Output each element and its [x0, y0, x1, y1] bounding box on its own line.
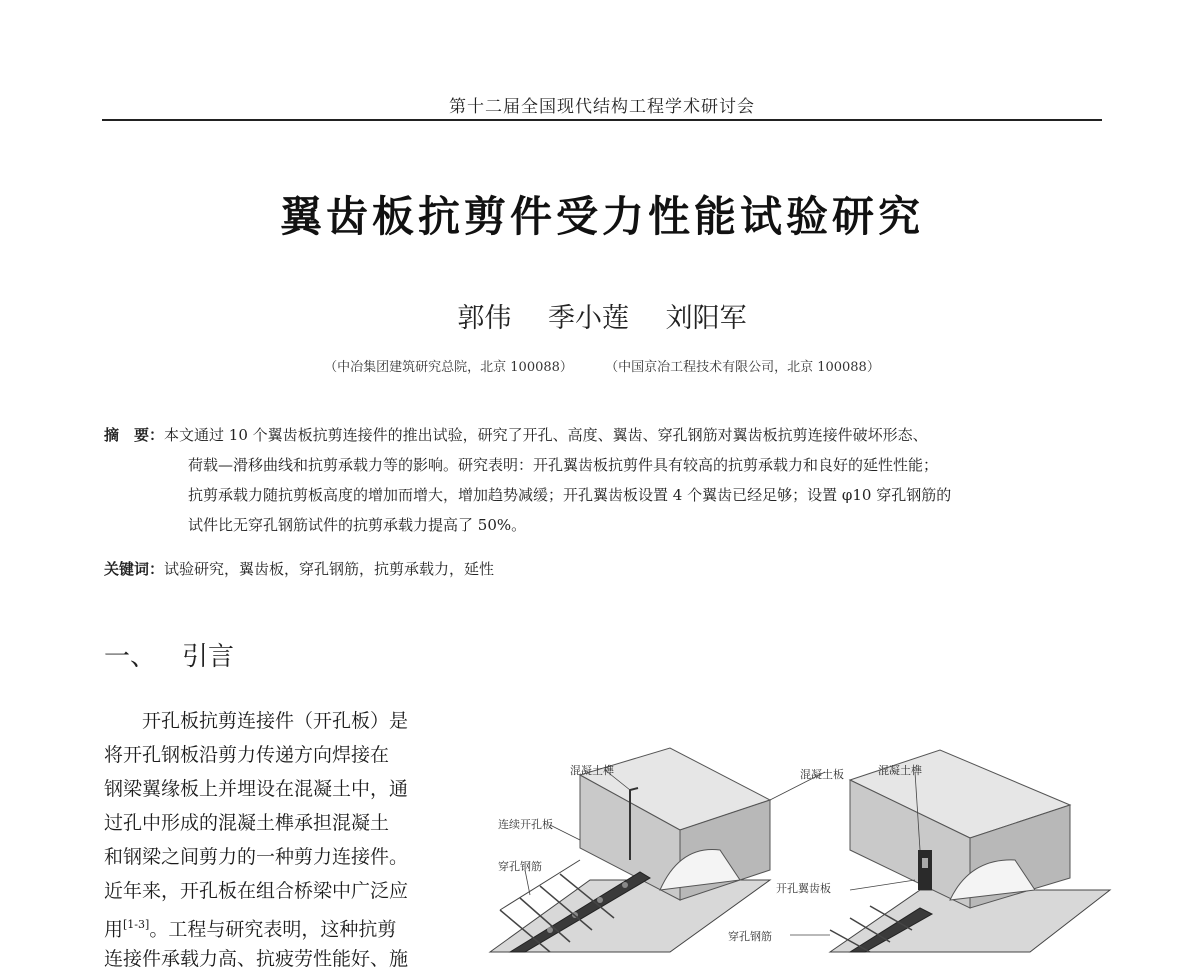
keywords-text: 试验研究，翼齿板，穿孔钢筋，抗剪承载力，延性 [164, 560, 495, 578]
keywords [104, 558, 494, 579]
paper-title: 翼齿板抗剪件受力性能试验研究 [279, 192, 924, 241]
plate-hole [597, 897, 603, 903]
plate-tooth-hole [922, 858, 928, 868]
author-list [102, 296, 1102, 335]
author: 郭伟 [457, 303, 512, 334]
abstract-line: 本文通过 10 个翼齿板抗剪连接件的推出试验，研究了开孔、高度、翼齿、穿孔钢筋对翼齿板抗剪连接件破坏形态、 [164, 426, 928, 444]
body-text: 。工程与研究表明，这种抗剪 [149, 918, 397, 941]
header-rule [102, 119, 1102, 121]
figure-label: 穿孔钢筋 [728, 930, 772, 943]
leader-line [550, 825, 580, 840]
body-line: 和钢梁之间剪力的一种剪力连接件。 [104, 846, 409, 868]
abstract-label: 摘 要： [104, 426, 165, 444]
plate-tooth [918, 850, 932, 890]
plate-hole [622, 882, 628, 888]
body-line: 近年来，开孔板在组合桥梁中广泛应 [104, 880, 409, 902]
section-heading [104, 636, 234, 673]
affiliation: （中国京冶工程技术有限公司，北京 100088） [605, 360, 880, 375]
body-line: 连接件承载力高、抗疲劳性能好、施 [104, 948, 409, 970]
abstract-line: 抗剪承载力随抗剪板高度的增加而增大，增加趋势减缓；开孔翼齿板设置 4 个翼齿已经足够；设置 φ10 穿孔钢筋的 [188, 486, 952, 504]
plate-hole [547, 927, 553, 933]
figure-label: 混凝土榫 [570, 764, 614, 777]
abstract-line: 荷载—滑移曲线和抗剪承载力等的影响。研究表明：开孔翼齿板抗剪件具有较高的抗剪承载力和良好的延性性能； [188, 456, 939, 474]
figure-label: 混凝土板 [800, 768, 844, 781]
figure-label: 开孔翼齿板 [776, 882, 831, 895]
body-line: 钢梁翼缘板上并埋设在混凝土中，通 [104, 778, 409, 800]
body-line: 过孔中形成的混凝土榫承担混凝土 [104, 812, 390, 834]
citation: [1-3] [123, 918, 150, 931]
shear-connector-figure [470, 730, 1170, 952]
affiliation: （中冶集团建筑研究总院，北京 100088） [324, 360, 573, 375]
running-header: 第十二届全国现代结构工程学术研讨会 [449, 97, 755, 117]
figure-label: 混凝土榫 [878, 764, 922, 777]
body-line-with-citation [104, 908, 444, 942]
section-number: 一、 [104, 642, 157, 672]
leader-line [850, 880, 915, 890]
author: 季小莲 [548, 303, 629, 334]
affiliation-list [102, 356, 1102, 375]
body-text: 用 [104, 918, 124, 941]
abstract-line: 试件比无穿孔钢筋试件的抗剪承载力提高了 50%。 [188, 516, 527, 534]
figure-label: 穿孔钢筋 [498, 860, 542, 873]
author: 刘阳军 [665, 303, 747, 334]
figure-label: 连续开孔板 [498, 818, 553, 831]
body-line: 将开孔钢板沿剪力传递方向焊接在 [104, 744, 390, 766]
section-title: 引言 [182, 642, 235, 672]
body-column [104, 704, 444, 976]
body-line: 开孔板抗剪连接件（开孔板）是 [104, 710, 409, 732]
keywords-label: 关键词： [104, 560, 165, 578]
